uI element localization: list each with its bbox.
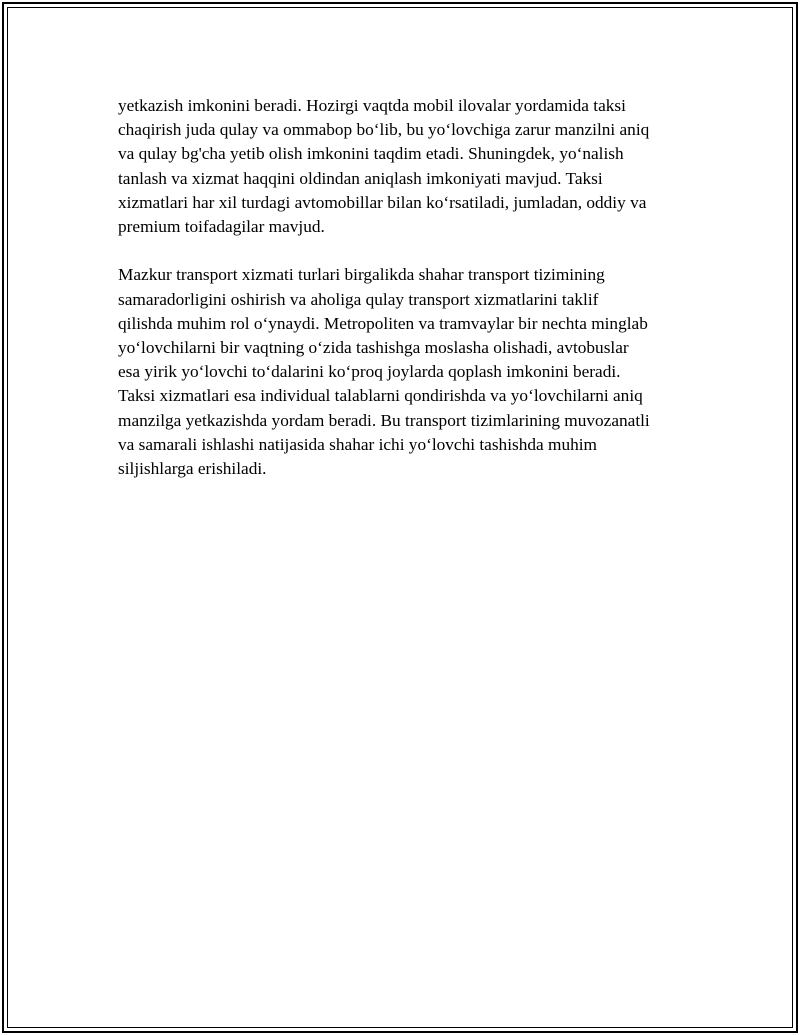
text-line: siljishlarga erishiladi. xyxy=(118,459,267,479)
text-line: manzilga yetkazishda yordam beradi. Bu transport tizimlarining muvozanatli xyxy=(118,410,650,430)
paragraph-1 xyxy=(118,94,698,239)
text-line: Mazkur transport xizmati turlari birgalikda shahar transport tizimining xyxy=(118,265,605,285)
text-line: va qulay bg'cha yetib olish imkonini taqdim etadi. Shuningdek, yo‘nalish xyxy=(118,144,624,164)
text-line: yo‘lovchilarni bir vaqtning o‘zida tashishga moslasha olishadi, avtobuslar xyxy=(118,338,629,358)
text-line: esa yirik yo‘lovchi to‘dalarini ko‘proq joylarda qoplash imkonini beradi. xyxy=(118,362,621,382)
text-line: tanlash va xizmat haqqini oldindan aniqlash imkoniyati mavjud. Taksi xyxy=(118,168,603,188)
paragraph-2 xyxy=(118,263,698,481)
text-line: qilishda muhim rol o‘ynaydi. Metropoliten va tramvaylar bir nechta minglab xyxy=(118,313,648,333)
text-line: xizmatlari har xil turdagi avtomobillar bilan ko‘rsatiladi, jumladan, oddiy va xyxy=(118,192,647,212)
text-line: yetkazish imkonini beradi. Hozirgi vaqtda mobil ilovalar yordamida taksi xyxy=(118,96,626,115)
text-line: va samarali ishlashi natijasida shahar ichi yo‘lovchi tashishda muhim xyxy=(118,434,597,454)
document-body xyxy=(118,94,698,505)
text-line: Taksi xizmatlari esa individual talablarni qondirishda va yo‘lovchilarni aniq xyxy=(118,386,643,406)
text-line: samaradorligini oshirish va aholiga qulay transport xizmatlarini taklif xyxy=(118,289,599,309)
text-line: chaqirish juda qulay va ommabop bo‘lib, bu yo‘lovchiga zarur manzilni aniq xyxy=(118,120,650,140)
text-line: premium toifadagilar mavjud. xyxy=(118,217,325,237)
